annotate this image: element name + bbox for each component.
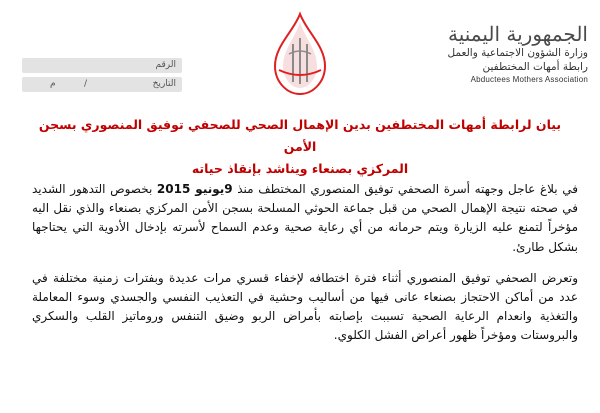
reference-box — [22, 58, 182, 96]
letterhead — [0, 0, 600, 100]
paragraph-2: وتعرض الصحفي توفيق المنصوري أثناء فترة اختطافه لإخفاء قسري مرات عديدة وبفترات زمنية مختلفة في عدد من أماكن الاحتجاز بصنعاء عانى فيها من أساليب وحشية في التعذيب النفسي والجسدي وسوء المعاملة والتغذية وانعدام الرعاية الصحية تسببت بإصابته بأمراض الربو وضيق التنفس وروماتيز القلب والسكري والبروستات ومؤخراً ظهور أعراض الفشل الكلوي. — [32, 270, 578, 343]
paragraph-1-intro: في بلاغ عاجل وجهته أسرة الصحفي توفيق المنصوري المختطف منذ — [232, 182, 578, 196]
association-name-ar: رابطة أمهات المختطفين — [482, 61, 588, 73]
date-slash: / — [84, 79, 88, 89]
date-suffix: م — [50, 79, 56, 89]
date-field — [22, 77, 182, 92]
statement-body — [32, 180, 578, 358]
date-label: التاريخ — [152, 79, 176, 89]
reference-label: الرقم — [155, 60, 176, 70]
abduction-date: 9يونيو 2015 — [156, 182, 233, 196]
ministry-name: وزارة الشؤون الاجتماعية والعمل — [447, 47, 588, 59]
paragraph-1 — [32, 180, 578, 257]
association-name-en: Abductees Mothers Association — [470, 75, 588, 84]
org-name: الجمهورية اليمنية — [447, 22, 588, 46]
drop-logo-icon — [255, 10, 345, 98]
statement-title — [30, 114, 570, 180]
organization-block — [388, 22, 588, 86]
title-line-2: المركزي بصنعاء ويناشد بإنقاذ حياته — [191, 161, 409, 176]
title-line-1: بيان لرابطة أمهات المختطفين بدين الإهمال الصحي للصحفي توفيق المنصوري بسجن الأمن — [38, 117, 562, 154]
paragraph-1-rest: بخصوص التدهور الشديد في صحته نتيجة الإهمال الصحي من قبل جماعة الحوثي المسلحة بسجن الأمن المركزي بصنعاء والذي نقل اليه مؤخراً لتمنع عليه الزيارة ويتم حرمانه من أي رعاية صحية وعدم السماح لأسرته بإدخال الأدوية التي يحتاجها بشكل طارئ. — [32, 182, 578, 254]
reference-number-field — [22, 58, 182, 73]
